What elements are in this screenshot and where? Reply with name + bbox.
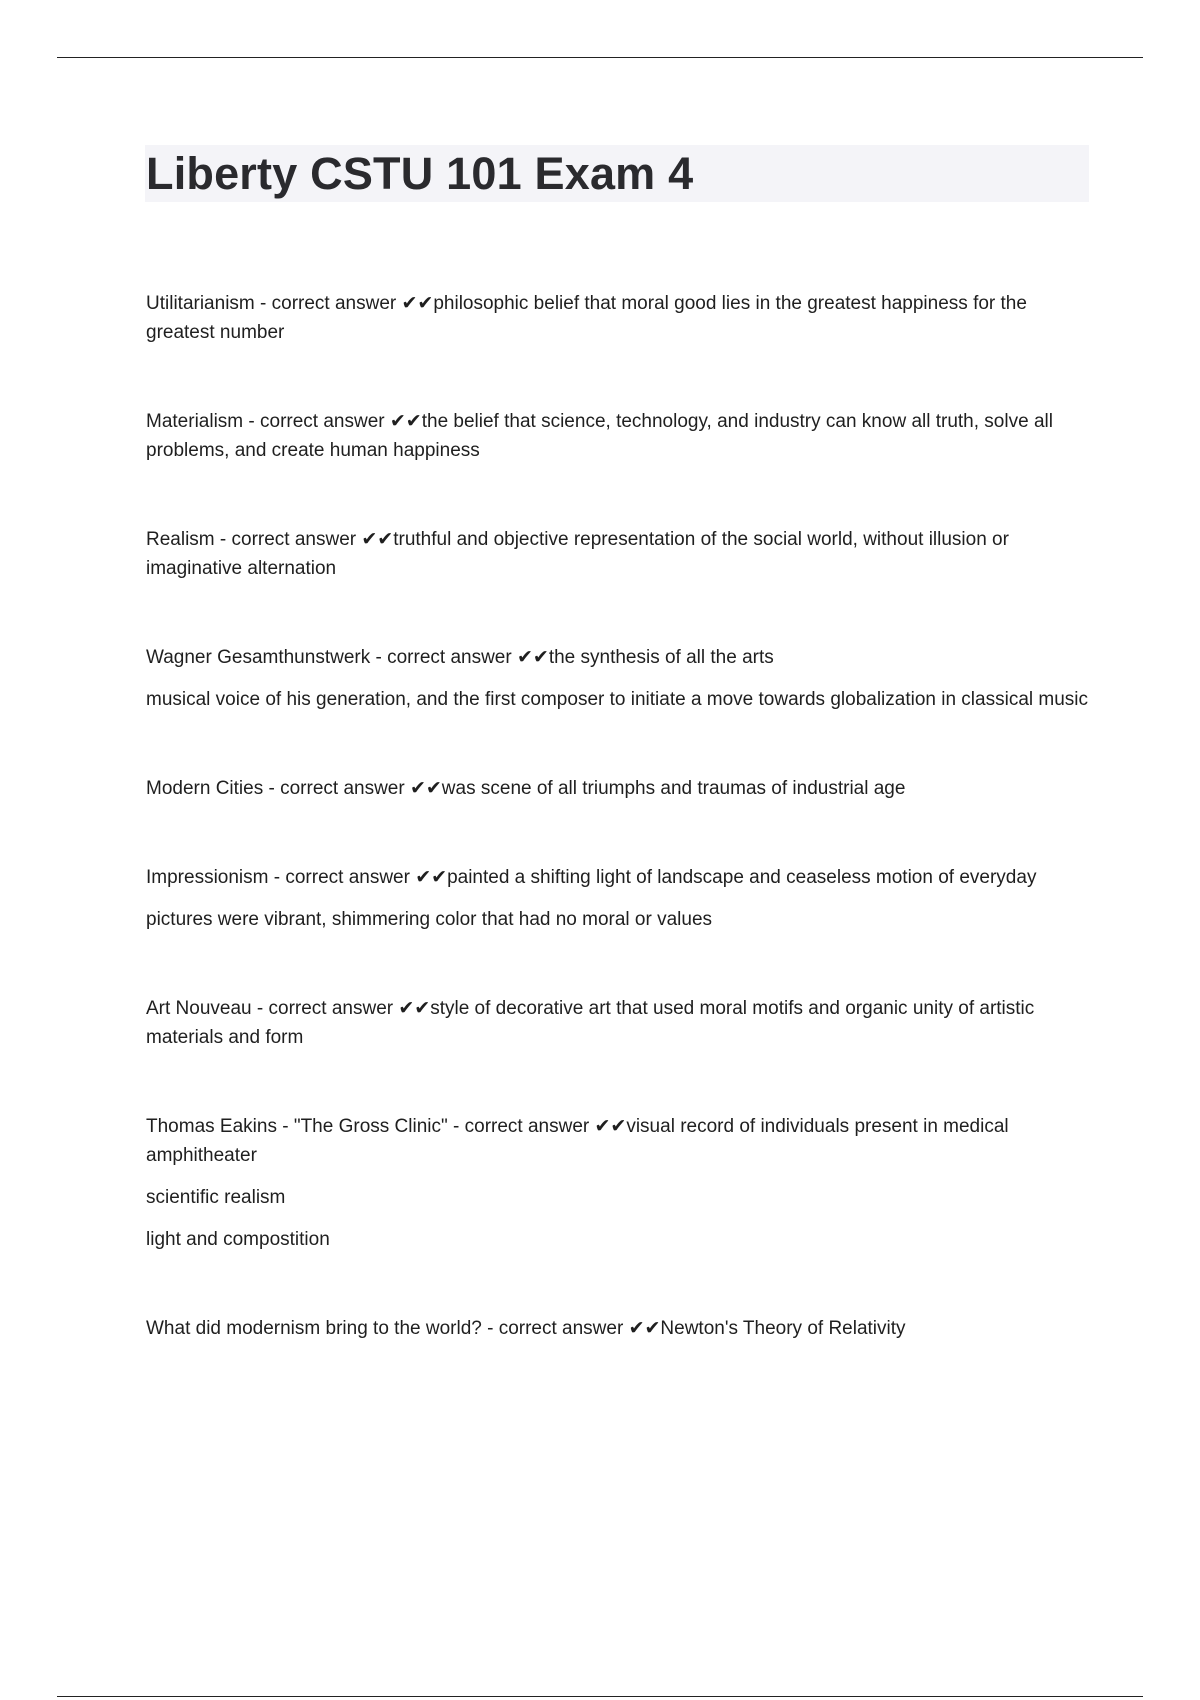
entry-modern-cities — [146, 774, 1090, 803]
entry-note: scientific realism — [146, 1187, 286, 1208]
entries-list — [146, 289, 1090, 1403]
entry-thomas-eakins — [146, 1112, 1090, 1254]
entry-text: Impressionism - correct answer ✔✔painted a shifting light of landscape and ceaseless motion of everyday — [146, 867, 1037, 888]
entry-text: Thomas Eakins - "The Gross Clinic" - correct answer ✔✔visual record of individuals present in medical amphitheater — [146, 1116, 1009, 1166]
entry-note: light and compostition — [146, 1229, 330, 1250]
entry-note: pictures were vibrant, shimmering color that had no moral or values — [146, 909, 713, 930]
entry-impressionism — [146, 863, 1090, 934]
entry-text: Modern Cities - correct answer ✔✔was scene of all triumphs and traumas of industrial age — [146, 778, 906, 799]
top-rule — [57, 57, 1143, 58]
entry-text: Wagner Gesamthunstwerk - correct answer ✔✔the synthesis of all the arts — [146, 647, 774, 668]
entry-text: Realism - correct answer ✔✔truthful and objective representation of the social world, without illusion or imaginative alternation — [146, 529, 1009, 579]
document-title: Liberty CSTU 101 Exam 4 — [146, 148, 694, 199]
entry-materialism — [146, 407, 1090, 465]
entry-utilitarianism — [146, 289, 1090, 347]
entry-text: Art Nouveau - correct answer ✔✔style of decorative art that used moral motifs and organic unity of artistic materials and form — [146, 998, 1035, 1048]
entry-text: Utilitarianism - correct answer ✔✔philosophic belief that moral good lies in the greatest happiness for the greatest number — [146, 293, 1027, 343]
entry-wagner — [146, 643, 1090, 714]
bottom-rule — [57, 1696, 1143, 1697]
entry-art-nouveau — [146, 994, 1090, 1052]
entry-modernism — [146, 1314, 1090, 1343]
entry-realism — [146, 525, 1090, 583]
entry-text: What did modernism bring to the world? - correct answer ✔✔Newton's Theory of Relativity — [146, 1318, 906, 1339]
entry-note: musical voice of his generation, and the first composer to initiate a move towards globalization in classical music — [146, 689, 1089, 710]
entry-text: Materialism - correct answer ✔✔the belief that science, technology, and industry can know all truth, solve all problems, and create human happiness — [146, 411, 1053, 461]
